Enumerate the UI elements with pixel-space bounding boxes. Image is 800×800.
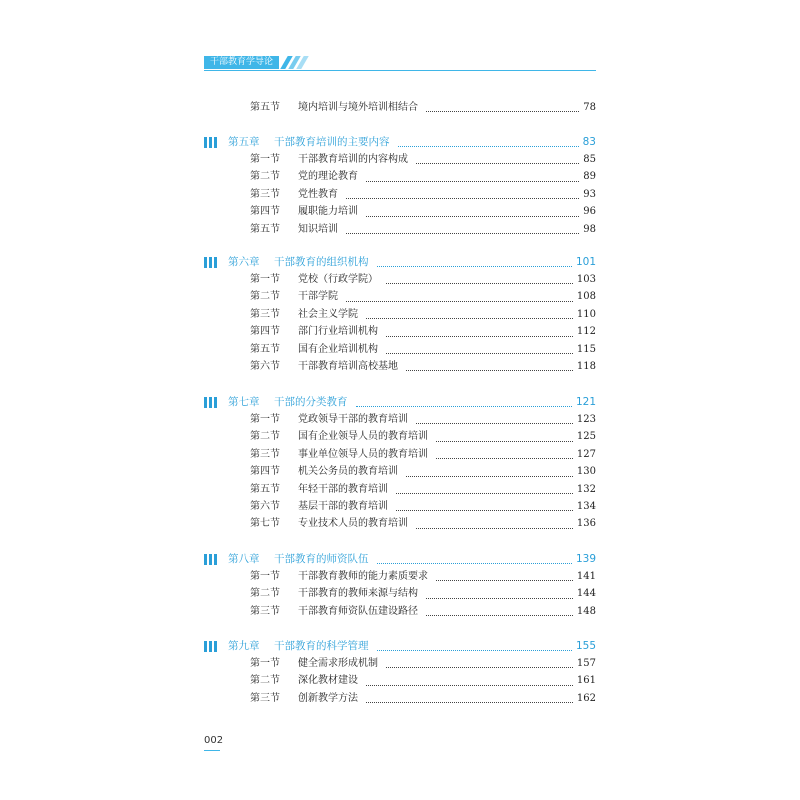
section-title: 党政领导干部的教育培训 (298, 414, 408, 425)
section-number: 第二节 (250, 675, 280, 687)
section-title: 知识培训 (298, 223, 338, 235)
running-header-title: 干部教育学导论 (204, 56, 279, 69)
dot-leader (377, 562, 572, 564)
toc-section-row[interactable] (204, 288, 596, 305)
section-number: 第三节 (250, 308, 280, 320)
section-page: 157 (576, 658, 596, 669)
toc-section-row[interactable] (204, 568, 596, 585)
chapter-title: 干部的分类教育 (274, 396, 348, 408)
section-number: 第二节 (250, 291, 280, 303)
chapter-title: 干部教育的师资队伍 (274, 553, 369, 565)
section-title: 干部教育师资队伍建设路径 (298, 605, 418, 617)
header-stripes-decoration (281, 56, 305, 69)
dot-leader (406, 369, 573, 371)
dot-leader (386, 666, 573, 668)
page-number-rule (204, 750, 220, 751)
toc-section-row[interactable] (204, 271, 596, 288)
toc-section-row[interactable] (204, 690, 596, 707)
toc-section-row[interactable] (204, 446, 596, 463)
section-page: 96 (583, 206, 596, 218)
dot-leader (366, 180, 579, 182)
dot-leader (366, 317, 573, 319)
page-number: 002 (204, 735, 224, 746)
section-title: 专业技术人员的教育培训 (298, 518, 408, 530)
section-title: 党的理论教育 (298, 171, 358, 183)
dot-leader (386, 352, 573, 354)
section-page: 123 (576, 414, 596, 425)
section-title: 年轻干部的教育培训 (298, 483, 388, 495)
toc-section-row[interactable] (204, 151, 596, 168)
section-page: 132 (576, 483, 596, 495)
chapter-number: 第八章 (228, 553, 260, 565)
section-title: 干部教育培训高校基地 (298, 360, 398, 372)
section-page: 130 (576, 466, 596, 478)
toc-section-row[interactable] (204, 341, 596, 358)
section-title: 履职能力培训 (298, 206, 358, 218)
toc-chapter-row[interactable] (204, 393, 596, 411)
section-title: 干部教育教师的能力素质要求 (298, 571, 428, 582)
dot-leader (396, 492, 573, 494)
toc-top-section (204, 99, 596, 116)
chapter-title: 干部教育培训的主要内容 (274, 136, 390, 148)
dot-leader (426, 614, 573, 616)
chapter-title: 干部教育的组织机构 (274, 256, 369, 268)
toc-chapter-row[interactable] (204, 637, 596, 655)
dot-leader (386, 282, 573, 284)
chapter-number: 第六章 (228, 256, 260, 268)
section-title: 机关公务员的教育培训 (298, 466, 398, 478)
toc-section-row[interactable] (204, 203, 596, 220)
section-number: 第四节 (250, 326, 280, 338)
dot-leader (356, 405, 572, 407)
chapter-page: 139 (575, 553, 596, 565)
section-page: 136 (576, 518, 596, 530)
section-title: 干部教育培训的内容构成 (298, 154, 408, 165)
section-page: 89 (583, 171, 596, 183)
section-number: 第一节 (250, 658, 280, 669)
section-number: 第五节 (250, 223, 280, 235)
dot-leader (426, 597, 573, 599)
toc-section-row[interactable] (204, 99, 596, 116)
section-number: 第二节 (250, 171, 280, 183)
running-header (204, 56, 305, 69)
section-title: 基层干部的教育培训 (298, 500, 388, 512)
section-number: 第六节 (250, 360, 280, 372)
section-page: 110 (576, 308, 596, 320)
section-number: 第二节 (250, 588, 280, 600)
toc-chapter-block (204, 393, 596, 533)
chapter-number: 第九章 (228, 640, 260, 652)
section-title: 干部教育的教师来源与结构 (298, 588, 418, 600)
section-page: 112 (576, 326, 596, 338)
section-page: 98 (583, 223, 596, 235)
section-number: 第一节 (250, 571, 280, 582)
toc-section-row[interactable] (204, 481, 596, 498)
section-page: 127 (576, 448, 596, 460)
toc-section-row[interactable] (204, 358, 596, 375)
toc-section-row[interactable] (204, 498, 596, 515)
toc-section-row[interactable] (204, 515, 596, 532)
chapter-title: 干部教育的科学管理 (274, 640, 369, 652)
toc-section-row[interactable] (204, 655, 596, 672)
section-page: 125 (576, 431, 596, 443)
section-title: 境内培训与境外培训相结合 (298, 102, 418, 113)
toc-section-row[interactable] (204, 306, 596, 323)
toc-section-row[interactable] (204, 603, 596, 620)
section-page: 144 (576, 588, 596, 600)
dot-leader (416, 527, 573, 529)
section-page: 134 (576, 500, 596, 512)
section-number: 第五节 (250, 343, 280, 355)
dot-leader (386, 335, 573, 337)
dot-leader (366, 215, 579, 217)
toc-chapter-block (204, 253, 596, 375)
dot-leader (436, 457, 573, 459)
dot-leader (366, 684, 573, 686)
dot-leader (377, 649, 572, 651)
dot-leader (346, 232, 579, 234)
section-title: 创新教学方法 (298, 692, 358, 704)
dot-leader (377, 265, 572, 267)
toc-section-row[interactable] (204, 221, 596, 238)
toc-chapter-block (204, 637, 596, 707)
toc-chapter-row[interactable] (204, 253, 596, 271)
section-page: 141 (576, 571, 596, 582)
dot-leader (416, 162, 579, 164)
chapter-page: 101 (575, 256, 596, 268)
section-page: 161 (576, 675, 596, 687)
section-title: 国有企业领导人员的教育培训 (298, 431, 428, 443)
section-number: 第四节 (250, 206, 280, 218)
dot-leader (436, 579, 573, 581)
section-number: 第五节 (250, 102, 280, 113)
toc-section-row[interactable] (204, 672, 596, 689)
dot-leader (346, 300, 573, 302)
chapter-bars-icon (204, 257, 226, 268)
section-page: 118 (576, 360, 596, 372)
section-page: 108 (576, 291, 596, 303)
section-number: 第一节 (250, 274, 280, 285)
toc-section-row[interactable] (204, 411, 596, 428)
dot-leader (396, 509, 573, 511)
section-title: 健全需求形成机制 (298, 658, 378, 669)
section-number: 第二节 (250, 431, 280, 443)
chapter-bars-icon (204, 641, 226, 652)
toc-section-row[interactable] (204, 323, 596, 340)
section-title: 党校（行政学院） (298, 274, 378, 285)
section-page: 103 (576, 274, 596, 285)
chapter-bars-icon (204, 397, 226, 408)
section-title: 事业单位领导人员的教育培训 (298, 448, 428, 460)
section-title: 社会主义学院 (298, 308, 358, 320)
section-number: 第三节 (250, 605, 280, 617)
section-number: 第一节 (250, 154, 280, 165)
section-number: 第三节 (250, 448, 280, 460)
section-title: 部门行业培训机构 (298, 326, 378, 338)
section-page: 115 (576, 343, 596, 355)
chapter-number: 第七章 (228, 396, 260, 408)
dot-leader (416, 422, 573, 424)
chapter-bars-icon (204, 554, 226, 565)
section-title: 国有企业培训机构 (298, 343, 378, 355)
toc-chapter-row[interactable] (204, 550, 596, 568)
toc-chapter-block (204, 133, 596, 238)
section-page: 148 (576, 605, 596, 617)
dot-leader (406, 475, 573, 477)
dot-leader (398, 145, 579, 147)
dot-leader (436, 440, 573, 442)
toc-section-row[interactable] (204, 186, 596, 203)
section-number: 第三节 (250, 188, 280, 200)
chapter-page: 121 (575, 396, 596, 408)
chapter-bars-icon (204, 137, 226, 148)
section-number: 第五节 (250, 483, 280, 495)
dot-leader (346, 197, 579, 199)
dot-leader (426, 110, 579, 112)
section-page: 93 (583, 188, 596, 200)
chapter-page: 155 (575, 640, 596, 652)
section-title: 深化教材建设 (298, 675, 358, 687)
section-page: 162 (576, 692, 596, 704)
section-number: 第四节 (250, 466, 280, 478)
section-title: 党性教育 (298, 188, 338, 200)
toc-section-row[interactable] (204, 585, 596, 602)
section-number: 第一节 (250, 414, 280, 425)
header-rule (204, 70, 596, 71)
section-page: 85 (583, 154, 596, 165)
toc-section-row[interactable] (204, 428, 596, 445)
chapter-number: 第五章 (228, 136, 260, 148)
section-title: 干部学院 (298, 291, 338, 303)
dot-leader (366, 701, 573, 703)
section-number: 第六节 (250, 500, 280, 512)
section-number: 第三节 (250, 692, 280, 704)
chapter-page: 83 (582, 136, 596, 148)
section-page: 78 (583, 102, 596, 113)
section-number: 第七节 (250, 518, 280, 530)
toc-section-row[interactable] (204, 463, 596, 480)
toc-chapter-row[interactable] (204, 133, 596, 151)
toc-chapter-block (204, 550, 596, 620)
toc-section-row[interactable] (204, 168, 596, 185)
